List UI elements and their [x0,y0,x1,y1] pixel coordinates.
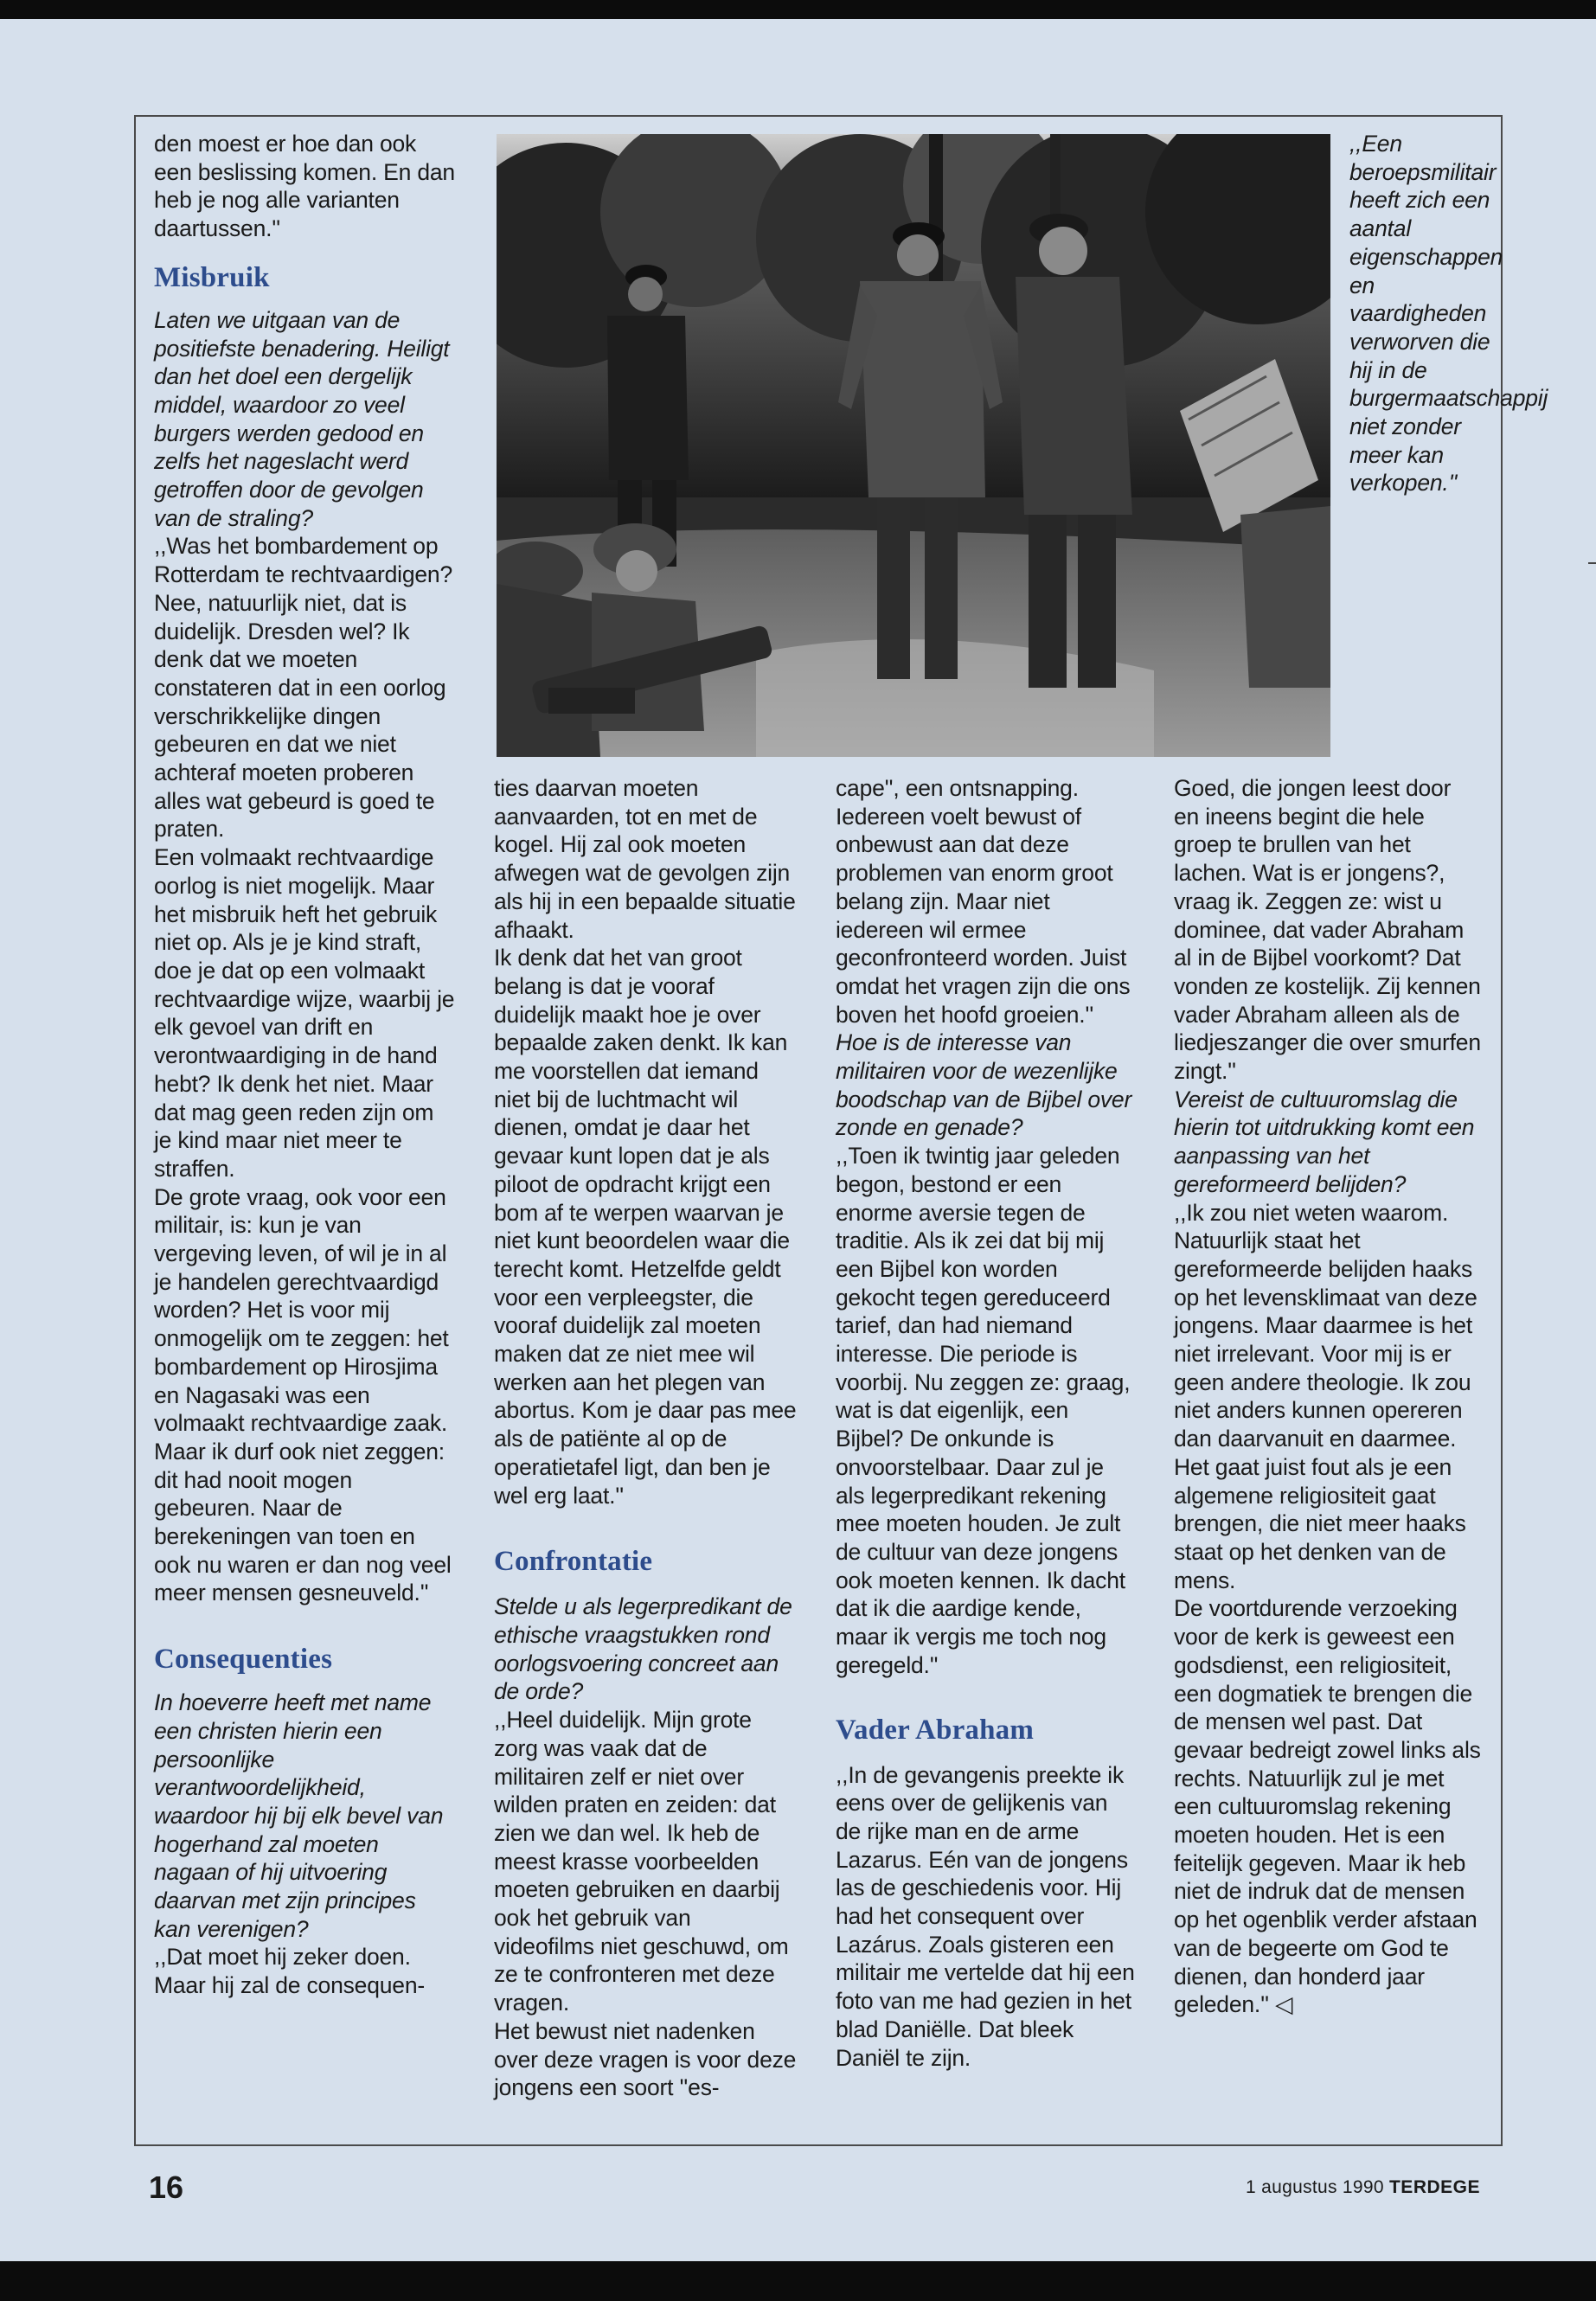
heading-misbruik: Misbruik [154,261,270,293]
paragraph: Het bewust niet nadenken over deze vragen is voor deze jongens een soort ''es- [494,2017,797,2101]
paragraph: ,,Ik zou niet weten waarom. Natuurlijk staat het gereformeerde belijden haaks op het levensklimaat van deze jongens. Maar daarmee is het niet irrelevant. Voor mij is er geen andere theologie. Ik zou niet anders kunnen opereren dan daarvanuit en daarmee. Het gaat juist fout als je een algemene religiositeit gaat brengen, die niet meer haaks staat op het denken van de mens. [1174,1199,1477,1593]
paragraph: ties daarvan moeten aanvaarden, tot en met de kogel. Hij zal ook moeten afwegen wat de gevolgen zijn als hij in een bepaalde situatie afhaakt. [494,775,796,943]
column-3 [836,774,1138,2072]
paragraph: ,,Toen ik twintig jaar geleden begon, bestond er een enorme aversie tegen de traditie. Als ik zei dat bij mij een Bijbel kon worden gekocht tegen gereduceerd tarief, dan had niemand interesse. Die periode is voorbij. Nu zeggen ze: graag, wat is dat eigenlijk, een Bijbel? De onkunde is onvoorstelbaar. Daar zul je als legerpredikant rekening mee moeten houden. Je zult de cultuur van deze jongens ook moeten kennen. Ik dacht dat ik die aardige kende, maar ik vergis me toch nog geregeld.'' [836,1143,1131,1678]
paragraph: De grote vraag, ook voor een militair, is: kun je van vergeving leven, of wil je in al je handelen gerechtvaardigd worden? Het is voor mij onmogelijk om te zeggen: het bombardement op Hirosjima en Nagasaki was een volmaakt rechtvaardige zaak. Maar ik durf ook niet zeggen: dit had nooit mogen gebeuren. Naar de berekeningen van toen en ook nu waren er dan nog veel meer mensen gesneuveld.'' [154,1183,452,1606]
paragraph: den moest er hoe dan ook een beslissing komen. En dan heb je nog alle varianten daartussen.'' [154,131,455,242]
paragraph: De voortdurende verzoeking voor de kerk is geweest een godsdienst, een religiositeit, een dogmatiek te brengen die de mensen wel past. Dat gevaar bedreigt zowel links als rechts. Natuurlijk zul je met een cultuuromslag rekening moeten houden. Het is een feitelijk gegeven. Maar ik heb niet de indruk dat de mensen op het ogenblik verder afstaan van de begeerte om God te dienen, dan honderd jaar geleden.'' ◁ [1174,1595,1481,2018]
scan-edge-mark [1588,562,1596,564]
heading-consequenties: Consequenties [154,1644,333,1676]
page-number: 16 [149,2170,184,2205]
interview-question: Stelde u als legerpredikant de ethische vraagstukken rond oorlogsvoering concreet aan de orde? [494,1593,792,1705]
interview-question: Vereist de cultuuromslag die hierin tot uitdrukking komt een aanpassing van het gereformeerd belijden? [1174,1086,1475,1197]
heading-confrontatie: Confrontatie [494,1546,653,1578]
paragraph: cape'', een ontsnapping. Iedereen voelt bewust of onbewust aan dat deze problemen van enorm groot belang zijn. Maar niet iedereen wil ermee geconfronteerd worden. Juist omdat het vragen zijn die ons boven het hoofd groeien.'' [836,775,1131,1028]
paragraph: ,,In de gevangenis preekte ik eens over de gelijkenis van de rijke man en de arme Lazarus. Eén van de jongens las de geschiedenis voor. Hij had het consequent over Lazárus. Zoals gisteren een militair me vertelde dat hij een foto van me had gezien in het blad Daniëlle. Dat bleek Daniël te zijn. [836,1761,1135,2071]
footer-date: 1 augustus 1990 [1246,2177,1384,2197]
scan-top-border [0,0,1596,19]
paragraph: Goed, die jongen leest door en ineens begint die hele groep te brullen van het lachen. Wat is er jongens?, vraag ik. Zeggen ze: wist u dominee, dat vader Abraham al in de Bijbel voorkomt? Dat vonden ze kostelijk. Zij kennen vader Abraham alleen als de liedjeszanger die over smurfen zingt.'' [1174,775,1481,1085]
column-1 [154,130,457,2000]
paragraph: Ik denk dat het van groot belang is dat je vooraf duidelijk maakt hoe je over bepaalde zaken denkt. Ik kan me voorstellen dat iemand niet bij de luchtmacht wil dienen, omdat je daar het gevaar kunt lopen dat je als piloot de opdracht krijgt een bom af te werpen waarvan je niet kunt beoordelen waar die terecht komt. Hetzelfde geldt voor een verpleegster, die vooraf duidelijk zal moeten maken dat ze niet mee wil werken aan het plegen van abortus. Kom je daar pas mee als de patiënte al op de operatietafel ligt, dan ben je wel erg laat.'' [494,945,797,1509]
footer-magazine: TERDEGE [1388,2177,1480,2197]
paragraph: ,,Was het bombardement op Rotterdam te rechtvaardigen? Nee, natuurlijk niet, dat is duidelijk. Dresden wel? Ik denk dat we moeten constateren dat in een oorlog verschrikkelijke dingen gebeuren en dat we niet achteraf moeten proberen alles wat gebeurd is goed te praten. [154,533,452,843]
column-4 [1174,774,1481,2019]
column-2 [494,774,797,2102]
paragraph: ,,Heel duidelijk. Mijn grote zorg was vaak dat de militairen zelf er niet over wilden praten en zeiden: dat zien we dan wel. Ik heb de meest krasse voorbeelden moeten gebruiken en daarbij ook het gebruik van videofilms niet geschuwd, om ze te confronteren met deze vragen. [494,1707,789,2016]
scan-bottom-border [0,2261,1596,2301]
pull-quote [1349,130,1548,497]
photo-soldiers [497,134,1330,757]
paragraph: Een volmaakt rechtvaardige oorlog is niet mogelijk. Maar het misbruik heft het gebruik niet op. Als je je kind straft, doe je dat op een volmaakt rechtvaardige wijze, waarbij je elk gevoel van drift en verontwaardiging in de hand hebt? Ik denk het niet. Maar dat mag geen reden zijn om je kind maar niet meer te straffen. [154,844,455,1182]
interview-question: In hoeverre heeft met name een christen hierin een persoonlijke verantwoordelijkheid, waardoor hij bij elk bevel van hogerhand zal moeten nagaan of hij uitvoering daarvan met zijn principes kan verenigen? [154,1689,444,1942]
interview-question: Laten we uitgaan van de positiefste benadering. Heiligt dan het doel een dergelijk middel, waardoor zo veel burgers werden gedood en zelfs het nageslacht werd getroffen door de gevolgen van de straling? [154,306,450,531]
pull-quote-text: ,,Een beroepsmilitair heeft zich een aantal eigenschappen en vaardigheden verworven die hij in de burgermaatschappij niet zonder meer kan verkopen.'' [1349,131,1548,497]
interview-question: Hoe is de interesse van militairen voor de wezenlijke boodschap van de Bijbel over zonde en genade? [836,1029,1132,1141]
heading-vader-abraham: Vader Abraham [836,1714,1035,1746]
paragraph: ,,Dat moet hij zeker doen. Maar hij zal de consequen- [154,1944,425,1999]
photo-soldiers-in-forest-icon [497,134,1330,757]
footer-issue [1246,2177,1480,2198]
